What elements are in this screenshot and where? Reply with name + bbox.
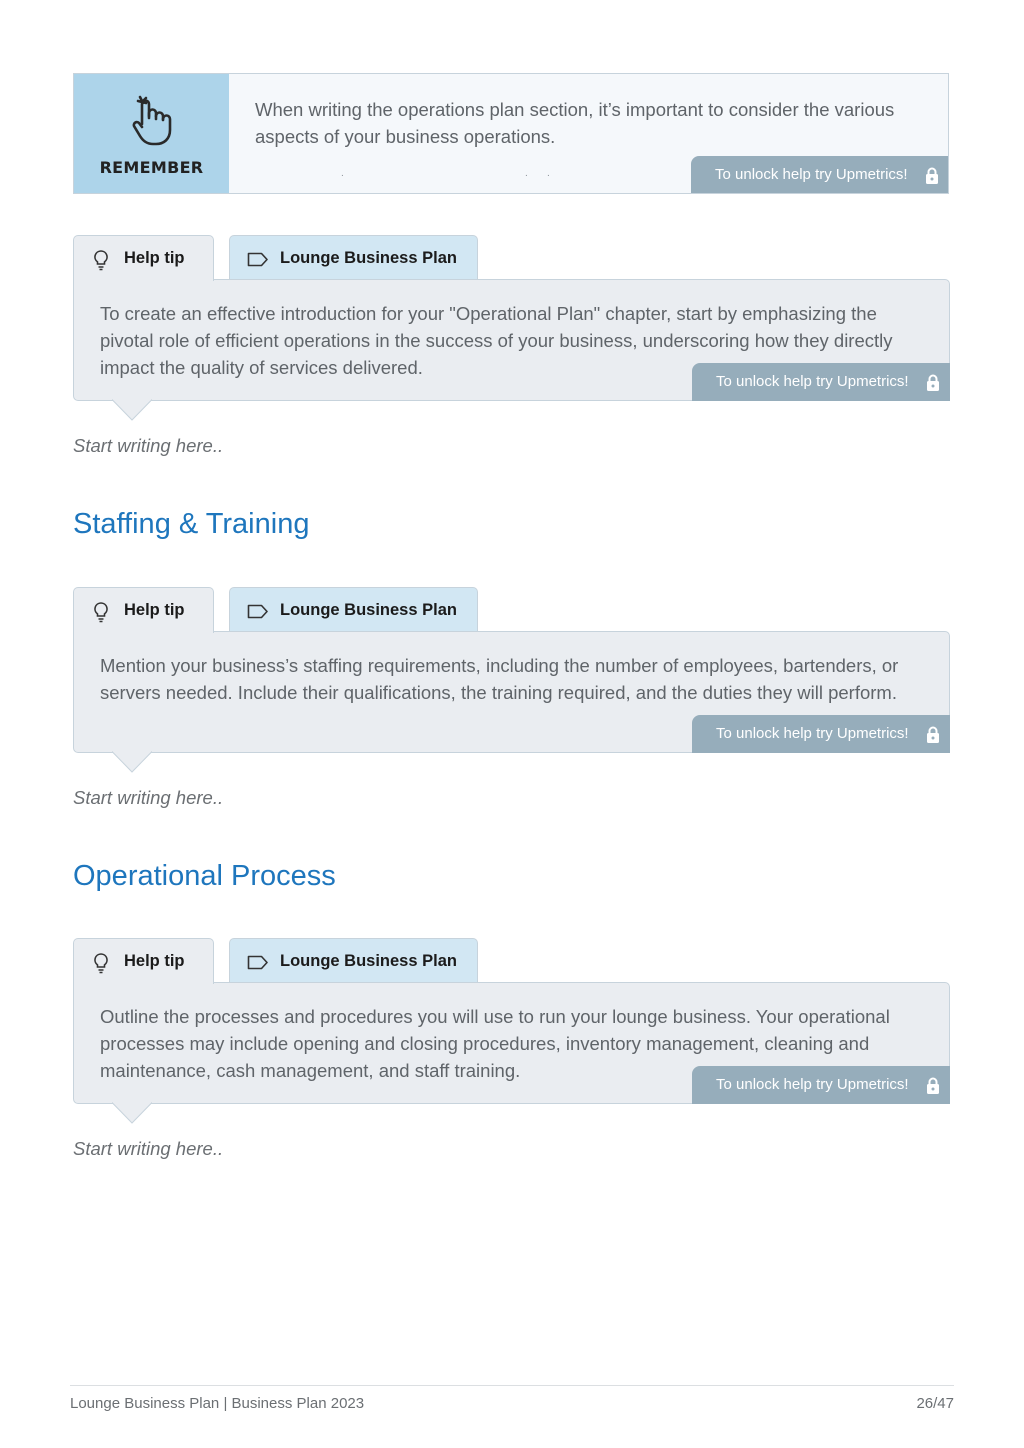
callout-pointer (112, 1102, 152, 1124)
remember-callout (73, 73, 949, 194)
tab-plan-label: Lounge Business Plan (280, 249, 457, 267)
lightbulb-icon (93, 249, 109, 271)
lock-icon (926, 1077, 940, 1094)
section-heading-staffing: Staffing & Training (73, 508, 310, 540)
help-tip-box (73, 631, 950, 753)
unlock-help-button[interactable] (692, 1066, 950, 1104)
lightbulb-icon (93, 601, 109, 623)
start-writing-placeholder[interactable]: Start writing here.. (73, 435, 224, 456)
unlock-help-button[interactable] (692, 715, 950, 753)
decorative-dot: . (547, 168, 550, 179)
decorative-dot: . (525, 168, 528, 179)
unlock-help-button[interactable] (691, 156, 949, 194)
tab-help-label: Help tip (124, 249, 185, 267)
tab-help-label: Help tip (124, 952, 185, 970)
unlock-help-button[interactable] (692, 363, 950, 401)
start-writing-placeholder[interactable]: Start writing here.. (73, 1138, 224, 1159)
help-tip-block (73, 938, 950, 1104)
remember-label: REMEMBER (99, 158, 204, 177)
help-tip-text: Outline the processes and procedures you will use to run your lounge business. Your operational processes may include opening and closing procedures, inventory management, cleaning and maintenance, cash management, and staff training. (100, 1006, 890, 1081)
tab-plan-label: Lounge Business Plan (280, 601, 457, 619)
callout-pointer (112, 751, 152, 773)
tab-help-tip[interactable] (73, 235, 214, 281)
tab-lounge-business-plan[interactable] (229, 938, 478, 983)
page-number: 26/47 (916, 1395, 954, 1412)
tag-icon (247, 252, 269, 267)
section-heading-operational-process: Operational Process (73, 860, 336, 892)
finger-string-icon (128, 94, 174, 146)
help-tip-text: To create an effective introduction for your "Operational Plan" chapter, start by emphasizing the pivotal role of efficient operations in the success of your business, underscoring how they directly impact the quality of services delivered. (100, 303, 893, 378)
lock-icon (925, 167, 939, 184)
tab-lounge-business-plan[interactable] (229, 587, 478, 632)
tab-lounge-business-plan[interactable] (229, 235, 478, 280)
lightbulb-icon (93, 952, 109, 974)
help-tip-box (73, 279, 950, 401)
unlock-label: To unlock help try Upmetrics! (716, 1076, 909, 1093)
tab-help-label: Help tip (124, 601, 185, 619)
help-tip-box (73, 982, 950, 1104)
help-tip-block (73, 235, 950, 401)
unlock-label: To unlock help try Upmetrics! (716, 725, 909, 742)
remember-text: When writing the operations plan section, it’s important to consider the various aspects of your business operations. (255, 99, 895, 147)
start-writing-placeholder[interactable]: Start writing here.. (73, 787, 224, 808)
tag-icon (247, 955, 269, 970)
help-tabs (73, 587, 950, 631)
remember-panel (74, 74, 229, 193)
lock-icon (926, 726, 940, 743)
tab-help-tip[interactable] (73, 938, 214, 984)
help-tip-block (73, 587, 950, 753)
callout-pointer (112, 399, 152, 421)
decorative-dot: . (341, 168, 344, 179)
tab-plan-label: Lounge Business Plan (280, 952, 457, 970)
help-tabs (73, 235, 950, 279)
tag-icon (247, 604, 269, 619)
unlock-label: To unlock help try Upmetrics! (716, 373, 909, 390)
tab-help-tip[interactable] (73, 587, 214, 633)
help-tabs (73, 938, 950, 982)
footer-title: Lounge Business Plan | Business Plan 2023 (70, 1395, 365, 1412)
help-tip-text: Mention your business’s staffing requirements, including the number of employees, bartenders, or servers needed. Include their qualifications, the training required, and the duties they will perform. (100, 655, 899, 703)
lock-icon (926, 374, 940, 391)
footer-divider (70, 1385, 954, 1386)
unlock-label: To unlock help try Upmetrics! (715, 166, 908, 183)
